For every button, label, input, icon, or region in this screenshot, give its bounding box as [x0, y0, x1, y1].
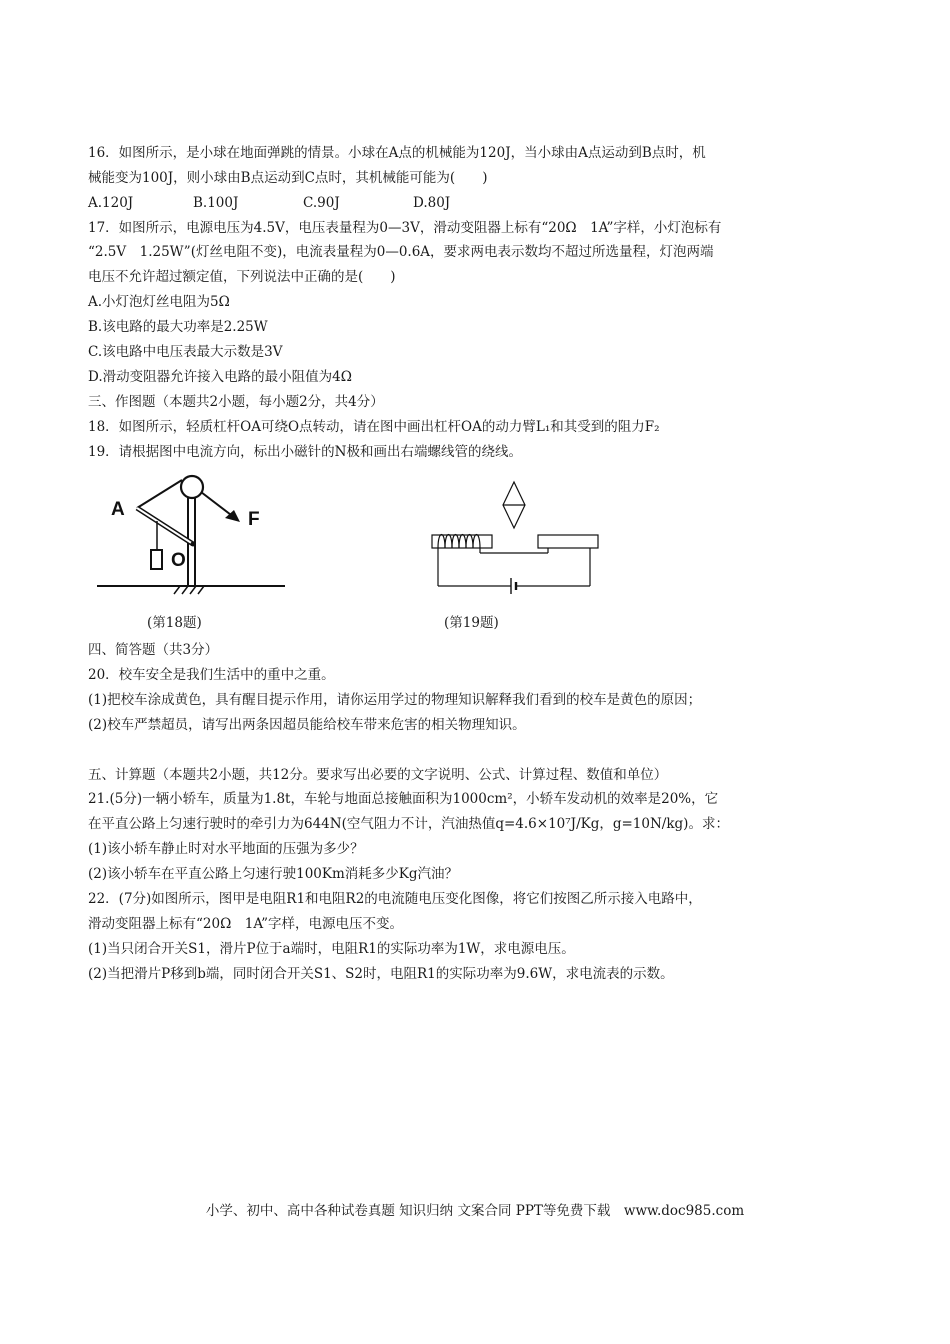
ground-hatch: [174, 586, 204, 594]
q17-option-d: D.滑动变阻器允许接入电路的最小阻值为4Ω: [88, 369, 352, 385]
q20-part2: (2)校车严禁超员，请写出两条因超员能给校车带来危害的相关物理知识。: [88, 717, 526, 733]
left-solenoid-core: [432, 535, 492, 548]
fig18-caption: (第18题): [147, 615, 202, 631]
q21-line1: 21.(5分)一辆小轿车，质量为1.8t，车轮与地面总接触面积为1000cm²，小轿车发动机的效率是20%，它: [88, 791, 719, 807]
q22-line2: 滑动变阻器上标有“20Ω 1A”字样，电源电压不变。: [88, 916, 404, 932]
label-o: O: [171, 550, 186, 571]
q22-line1: 22．(7分)如图所示，图甲是电阻R1和电阻R2的电流随电压变化图像，将它们按图乙所示接入电路中，: [88, 891, 702, 907]
pivot-o: [191, 542, 196, 547]
section3-heading: 三、作图题（本题共2小题，每小题2分，共4分）: [88, 394, 384, 410]
q22-part1: (1)当只闭合开关S1，滑片P位于a端时，电阻R1的实际功率为1W，求电源电压。: [88, 941, 575, 957]
q16-option-c: C.90J: [303, 195, 340, 211]
q20-stem: 20．校车安全是我们生活中的重中之重。: [88, 667, 335, 683]
weight-block: [151, 550, 162, 569]
q17-option-b: B.该电路的最大功率是2.25W: [88, 319, 268, 335]
q16-option-d: D.80J: [413, 195, 451, 211]
q19-text: 19．请根据图中电流方向，标出小磁针的N极和画出右端螺线管的绕线。: [88, 444, 522, 460]
q17-line2: “2.5V 1.25W”(灯丝电阻不变)，电流表量程为0—0.6A，要求两电表示数均不超过所选量程，灯泡两端: [88, 244, 714, 260]
q17-line3: 电压不允许超过额定值，下列说法中正确的是( ): [88, 269, 396, 285]
q16-line2: 械能变为100J，则小球由B点运动到C点时，其机械能可能为( ): [88, 170, 488, 186]
q17-option-c: C.该电路中电压表最大示数是3V: [88, 344, 283, 360]
label-f: F: [248, 509, 260, 530]
right-solenoid-core: [538, 535, 598, 548]
section4-heading: 四、简答题（共3分）: [88, 642, 219, 658]
fig18-lever-diagram: [95, 470, 295, 595]
q21-line2: 在平直公路上匀速行驶时的牵引力为644N(空气阻力不计，汽油热值q=4.6×10⁷J/Kg，g=10N/kg)。求：: [88, 816, 729, 832]
section5-heading: 五、计算题（本题共2小题，共12分。要求写出必要的文字说明、公式、计算过程、数值和单位）: [88, 767, 668, 783]
q17-option-a: A.小灯泡灯丝电阻为5Ω: [88, 294, 230, 310]
q22-part2: (2)当把滑片P移到b端，同时闭合开关S1、S2时，电阻R1的实际功率为9.6W，求电流表的示数。: [88, 966, 674, 982]
q16-option-a: A.120J: [88, 195, 134, 211]
footer-text: 小学、初中、高中各种试卷真题 知识归纳 文案合同 PPT等免费下载 www.doc985.com: [205, 1203, 745, 1219]
q21-part1: (1)该小轿车静止时对水平地面的压强为多少？: [88, 841, 364, 857]
q21-part2: (2)该小轿车在平直公路上匀速行驶100Km消耗多少Kg汽油？: [88, 866, 459, 882]
q20-part1: (1)把校车涂成黄色，具有醒目提示作用，请你运用学过的物理知识解释我们看到的校车是黄色的原因；: [88, 692, 702, 708]
label-a: A: [111, 499, 125, 520]
q16-line1: 16．如图所示，是小球在地面弹跳的情景。小球在A点的机械能为120J，当小球由A点运动到B点时，机: [88, 145, 706, 161]
pulley: [181, 476, 203, 498]
fig19-circuit-diagram: [430, 478, 605, 593]
fig19-caption: (第19题): [444, 615, 499, 631]
q16-options: [88, 194, 450, 212]
rope-left: [137, 480, 182, 508]
q18-text: 18．如图所示，轻质杠杆OA可绕O点转动，请在图中画出杠杆OA的动力臂L₁和其受到的阻力F₂: [88, 419, 660, 435]
q16-option-b: B.100J: [193, 195, 239, 211]
q17-line1: 17．如图所示，电源电压为4.5V，电压表量程为0—3V，滑动变阻器上标有“20Ω 1A”字样，小灯泡标有: [88, 220, 722, 236]
